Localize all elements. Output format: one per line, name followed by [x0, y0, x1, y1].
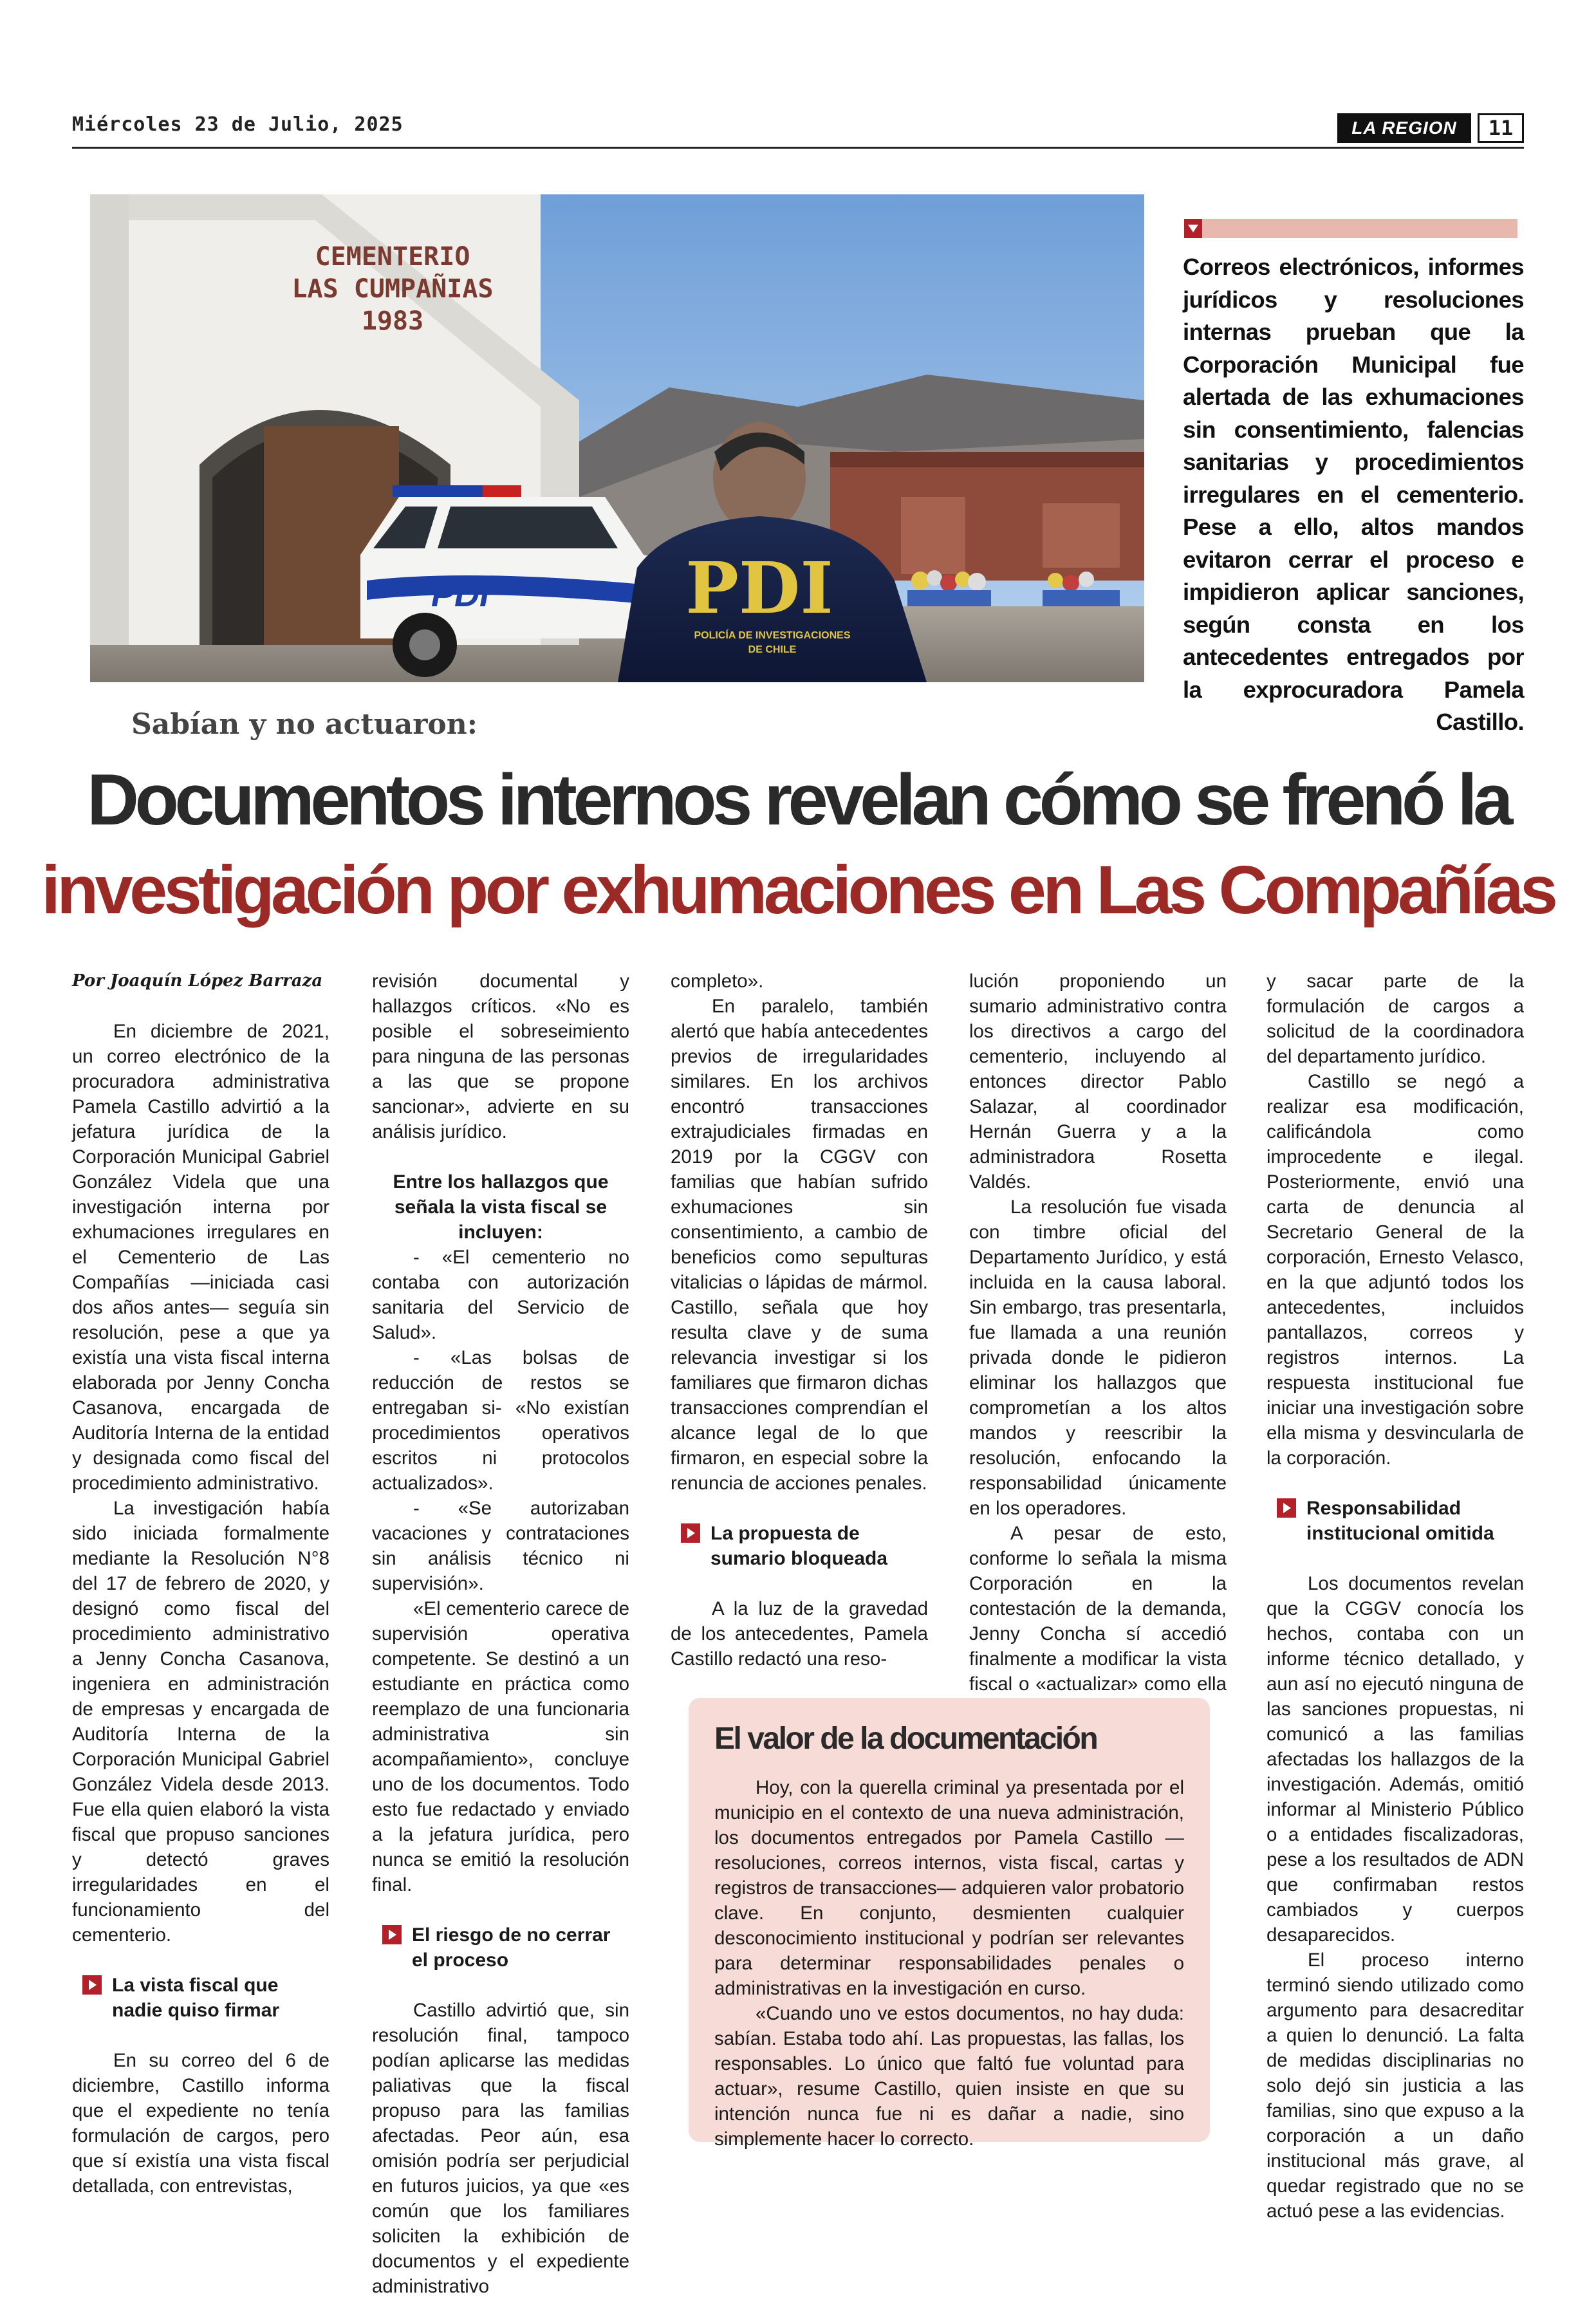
newspaper-logo: LA REGION	[1337, 113, 1471, 143]
sidebar-paragraph: Hoy, con la querella criminal ya presentada por el municipio en el contexto de una nueva administración, los documentos entregados por Pamela Castillo —resoluciones, correos internos, vista fiscal, cartas y registros de transacciones— adquieren valor probatorio clave. En conjunto, desmienten cualquier desconocimiento institucional y podrían ser relevantes para determinar responsabilidades penales o administrativas en la investigación en curso.	[714, 1777, 1184, 1999]
subheading	[671, 1521, 928, 1571]
cemetery-photo-illustration	[90, 194, 1144, 682]
paragraph: lución proponiendo un sumario administrativo contra los directivos a cargo del cementerio, incluyendo al entonces director Pablo Salazar, al coordinador Hernán Guerra y a la administradora Rosetta Valdés.	[969, 971, 1227, 1193]
cemetery-photo	[90, 194, 1144, 682]
paragraph: completo».	[671, 971, 764, 992]
subheading	[72, 1973, 329, 2023]
subheading-text: El riesgo de no cerrar el proceso	[412, 1924, 611, 1971]
subheading-text: La vista fiscal que nadie quiso firmar	[112, 1975, 280, 2021]
list-item: - «Las bolsas de reducción de restos se entregaban si- «No existían procedimientos operativos escritos ni protocolos actualizados».	[372, 1347, 629, 1494]
paragraph: La resolución fue visada con timbre oficial del Departamento Jurídico, y está incluida en la causa laboral. Sin embargo, tras presentarla, fue llamada a una reunión privada donde le pidieron eliminar los hallazgos que comprometían a los altos mandos y reescribir la resolución, enfocando la responsabilidad únicamente en los operadores.	[969, 1196, 1227, 1519]
subheading	[1267, 1496, 1524, 1546]
article-column-3	[671, 969, 928, 1671]
list-item: - «Se autorizaban vacaciones y contrataciones sin análisis técnico ni supervisión».	[372, 1498, 629, 1594]
article-kicker: Sabían y no actuaron:	[131, 708, 478, 741]
play-marker-icon	[681, 1523, 700, 1543]
play-marker-icon	[382, 1925, 402, 1944]
paragraph: revisión documental y hallazgos críticos. «No es posible el sobreseimiento para ninguna de las personas a las que se propone sancionar», advierte en su análisis jurídico.	[372, 971, 629, 1142]
paragraph: y sacar parte de la formulación de cargos a solicitud de la coordinadora del departamento jurídico.	[1267, 971, 1524, 1067]
paragraph: La investigación había sido iniciada formalmente mediante la Resolución N°8 del 17 de febrero de 2020, y designó como fiscal del procedimiento administrativo a Jenny Concha Casanova, ingeniera en administración de empresas y encargada de Auditoría Interna de la Corporación Municipal Gabriel González Videla desde 2013. Fue ella quien elaboró la vista fiscal que propuso sanciones y detectó graves irregularidades en el funcionamiento del cementerio.	[72, 1498, 329, 1946]
subheading-text: La propuesta de sumario bloqueada	[710, 1523, 888, 1569]
intro-marker-icon	[1184, 219, 1202, 238]
paragraph: Castillo advirtió que, sin resolución final, tampoco podían aplicarse las medidas paliativas que la fiscal propuso para las familias afectadas. Peor aún, esa omisión podría ser perjudicial en futuros juicios, ya que «es común que los familiares soliciten la exhibición de documentos y el expediente administrativo	[372, 2000, 629, 2297]
findings-heading: Entre los hallazgos que señala la vista fiscal se incluyen:	[393, 1171, 609, 1243]
car-text: PDI	[431, 575, 490, 614]
headline-line-2: investigación por exhumaciones en Las Compañías	[41, 852, 1555, 928]
sign-line-2: LAS CUMPAÑIAS	[292, 274, 494, 304]
paragraph: A pesar de esto, conforme lo señala la misma Corporación en la contestación de la demanda, Jenny Concha sí accedió finalmente a modificar la vista fiscal o «actualizar» como ella	[969, 1523, 1227, 1695]
play-marker-icon	[1277, 1498, 1296, 1518]
sidebar-title: El valor de la documentación	[714, 1722, 1097, 1756]
sign-line-3: 1983	[361, 306, 424, 336]
paragraph: En su correo del 6 de diciembre, Castillo informa que el expediente no tenía formulación de cargos, pero que sí existía una vista fiscal detallada, con entrevistas,	[72, 2050, 329, 2197]
list-item: - «El cementerio no contaba con autorización sanitaria del Servicio de Salud».	[372, 1247, 629, 1343]
play-marker-icon	[82, 1975, 102, 1995]
intro-accent-bar	[1184, 219, 1517, 238]
page-number: 11	[1478, 113, 1524, 143]
header-rule	[72, 147, 1524, 149]
jacket-subtext-2: DE CHILE	[748, 644, 797, 655]
jacket-text: PDI	[685, 546, 833, 629]
sidebar-box	[689, 1698, 1210, 2150]
article-column-4	[969, 969, 1227, 1722]
paragraph: En paralelo, también alertó que había antecedentes previos de irregularidades similares. En los archivos encontró transacciones extrajudiciales firmadas en 2019 por la CGGV con familias que habían sufrido exhumaciones sin consentimiento, a cambio de beneficios como sepulturas vitalicias o lápidas de mármol. Castillo, señala que hoy resulta clave y de suma relevancia investigar si los familiares que firmaron dichas transacciones comprendían el alcance legal de lo que firmaron, en especial sobre la renuncia de acciones penales.	[671, 996, 928, 1494]
article-column-5	[1267, 969, 1524, 2224]
headline-line-1: Documentos internos revelan cómo se frenó la	[87, 759, 1509, 840]
subheading-text: Responsabilidad institucional omitida	[1306, 1498, 1494, 1544]
sidebar-paragraph: «Cuando uno ve estos documentos, no hay duda: sabían. Estaba todo ahí. Las propuestas, las fallas, los responsables. Lo único que faltó fue voluntad para actuar», resume Castillo, quien insiste en que su intención nunca fue ni es dañar a nadie, sino simplemente hacer lo correcto.	[714, 2003, 1184, 2150]
subheading	[372, 1922, 629, 1973]
paragraph: El proceso interno terminó siendo utilizado como argumento para desacreditar a quien lo denunció. La falta de medidas disciplinarias no solo dejó sin justicia a las familias, sino que expuso a la corporación a un daño institucional más grave, al quedar registrado que no se actuó pese a las evidencias.	[1267, 1950, 1524, 2222]
paragraph: Los documentos revelan que la CGGV conocía los hechos, contaba con un informe técnico detallado, y aun así no ejecutó ninguna de las sanciones propuestas, ni comunicó a las familias afectadas los hallazgos de la investigación. Además, omitió informar al Ministerio Público o a entidades fiscalizadoras, pese a los resultados de ADN que confirmaban restos cambiados y cuerpos desaparecidos.	[1267, 1573, 1524, 1946]
paragraph: Castillo se negó a realizar esa modificación, calificándola como improcedente e ilegal. Posteriormente, envió una carta de denuncia al Secretario General de la corporación, Ernesto Velasco, en la que adjuntó todos los antecedentes, incluidos pantallazos, correos y registros internos. La respuesta institucional fue iniciar una investigación sobre ella misma y desvincularla de la corporación.	[1267, 1071, 1524, 1469]
byline: Por Joaquín López Barraza	[72, 971, 323, 991]
jacket-subtext-1: POLICÍA DE INVESTIGACIONES	[694, 630, 851, 641]
paragraph: «El cementerio carece de supervisión operativa competente. Se destinó a un estudiante en práctica como reemplazo de una funcionaria administrativa sin acompañamiento», concluye uno de los documentos. Todo esto fue redactado y enviado a la jefatura jurídica, pero nunca se emitió la resolución final.	[372, 1598, 629, 1895]
article-column-2	[372, 969, 629, 2299]
paragraph: A la luz de la gravedad de los antecedentes, Pamela Castillo redactó una reso-	[671, 1598, 928, 1670]
paragraph: En diciembre de 2021, un correo electrónico de la procuradora administrativa Pamela Castillo advirtió a la jefatura jurídica de la Corporación Municipal Gabriel González Videla que una investigación interna por exhumaciones irregulares en el Cementerio de Las Compañías —iniciada casi dos años antes— seguía sin resolución, pese a que ya existía una vista fiscal interna elaborada por Jenny Concha Casanova, encargada de Auditoría Interna de la entidad y designada como fiscal del procedimiento administrativo.	[72, 1021, 329, 1494]
intro-summary: Correos electrónicos, informes jurídicos y resoluciones internas prueban que la Corporación Municipal fue alertada de las exhumaciones sin consentimiento, falencias sanitarias y procedimientos irregulares en el cementerio. Pese a ello, altos mandos evitaron cerrar el proceso e impidieron aplicar sanciones, según consta en los antecedentes entregados por la exprocuradora Pamela Castillo.	[1183, 254, 1524, 735]
sign-line-1: CEMENTERIO	[315, 242, 470, 272]
issue-date: Miércoles 23 de Julio, 2025	[72, 113, 404, 136]
article-column-1	[72, 969, 329, 2199]
